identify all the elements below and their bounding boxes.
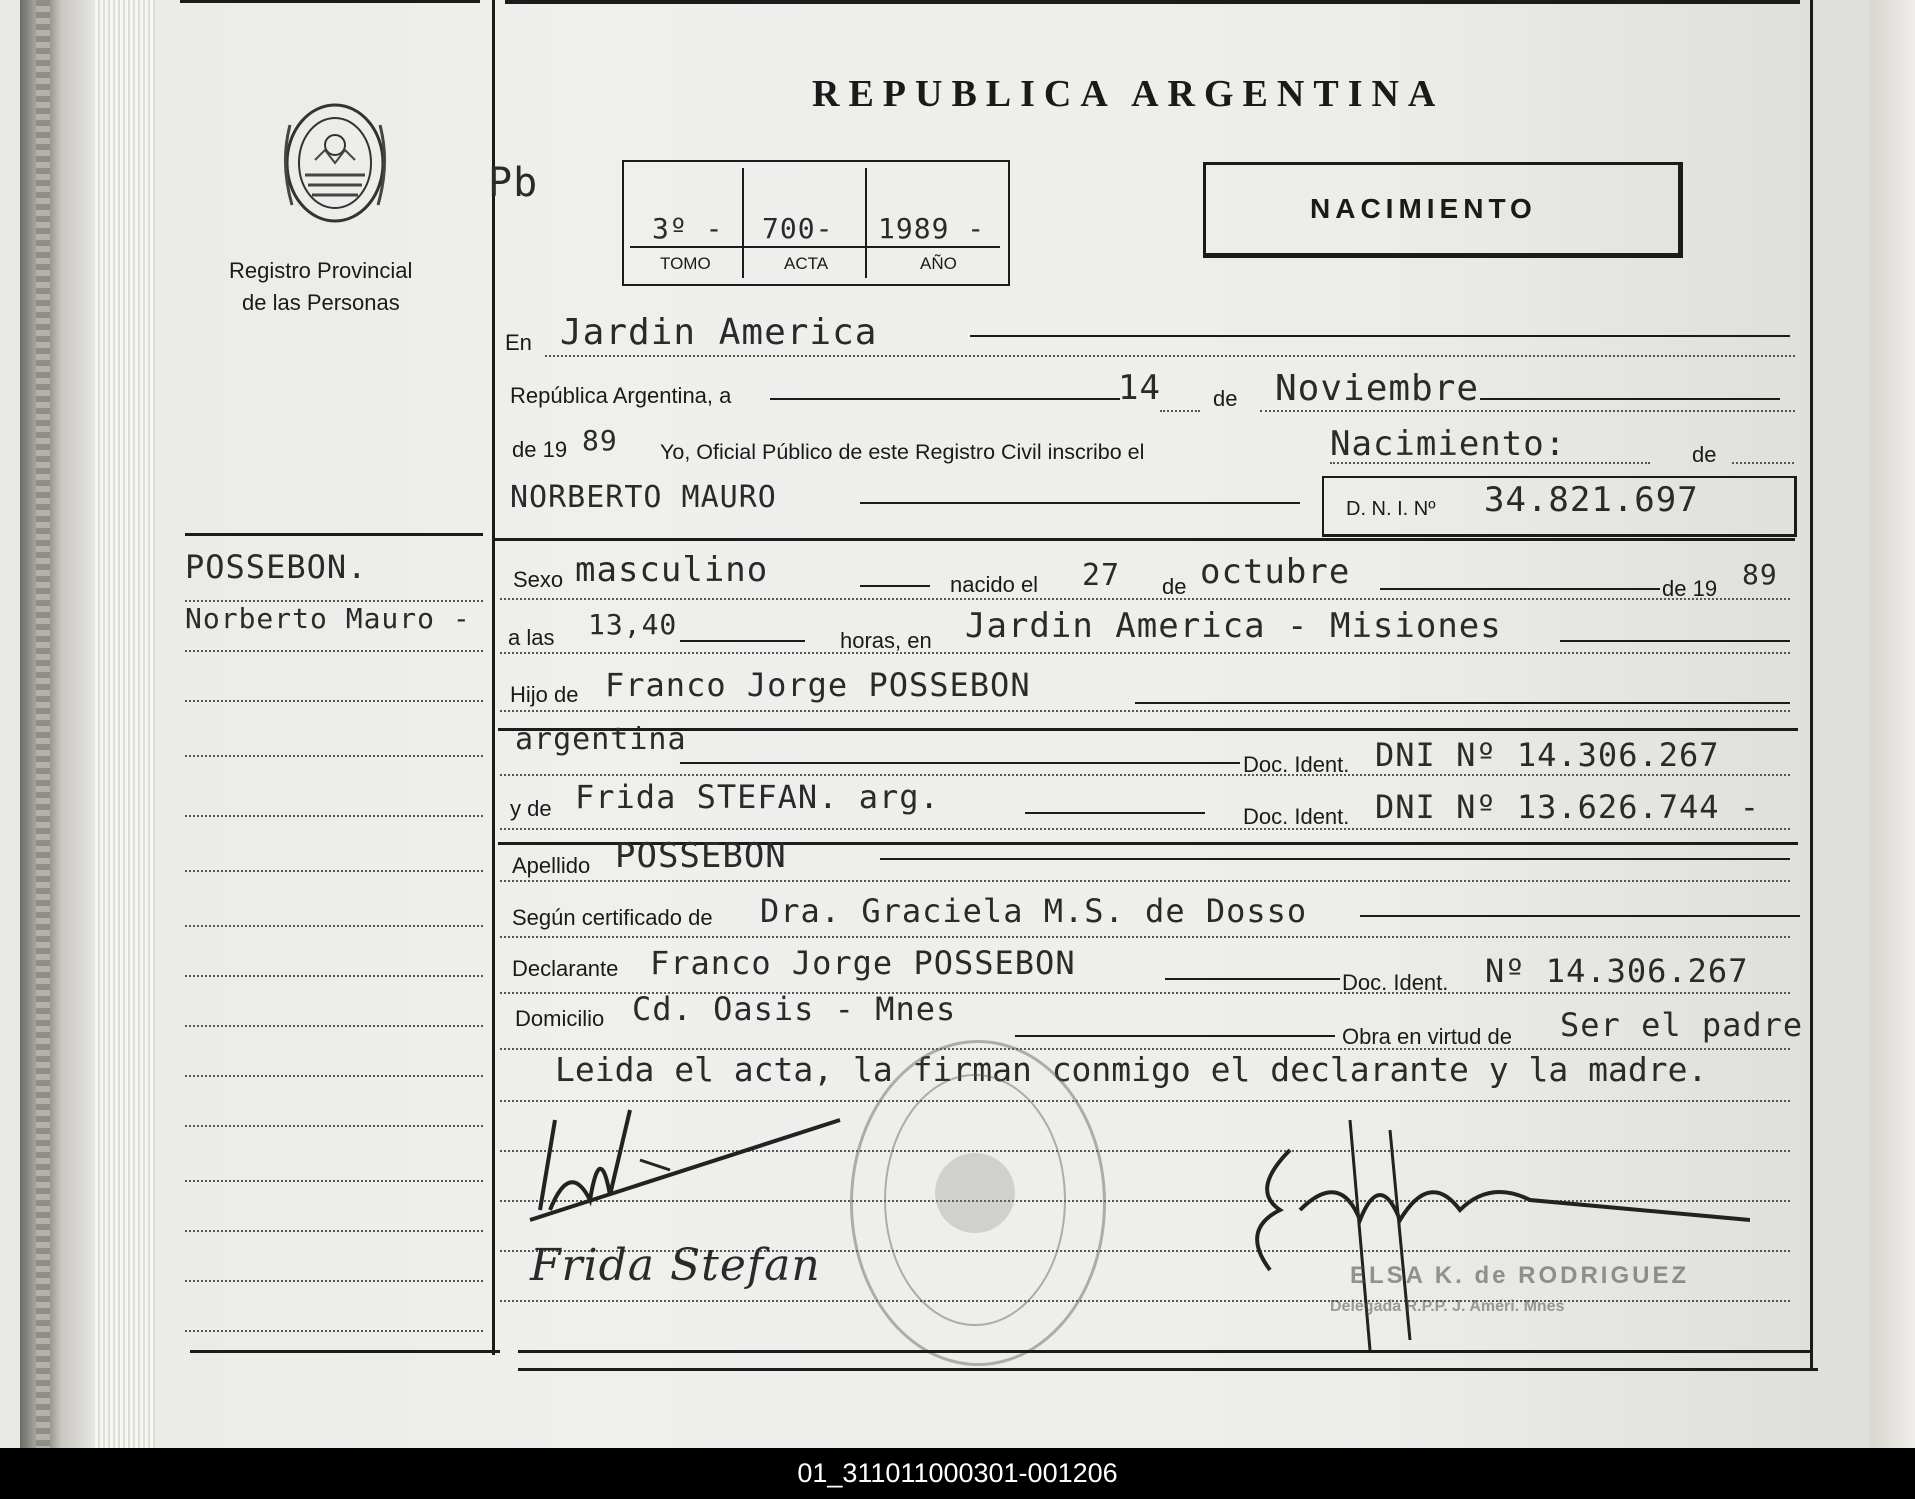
father-nationality: argentina: [515, 722, 687, 757]
year-value: 89: [582, 424, 618, 457]
right-page-edge: [1870, 0, 1915, 1448]
child-name: NORBERTO MAURO: [510, 480, 777, 515]
bottom-rule: [518, 1350, 1810, 1353]
act-type-box: [1203, 162, 1683, 258]
round-stamp: [850, 1040, 1106, 1366]
day-value: 14: [1118, 368, 1161, 408]
mother-doc: DNI Nº 13.626.744 -: [1375, 788, 1761, 826]
acta-label: ACTA: [784, 254, 829, 273]
dni-label: D. N. I. Nº: [1346, 498, 1436, 520]
province-seal: [270, 95, 400, 230]
de3-label: de: [1162, 574, 1187, 599]
en-value: Jardin America: [560, 312, 878, 353]
hour-value: 13,40: [588, 608, 678, 641]
record-box: [622, 160, 1010, 286]
declarante-value: Franco Jorge POSSEBON: [650, 944, 1076, 982]
officer-stamp-line1: ELSA K. de RODRIGUEZ: [1350, 1262, 1690, 1289]
doc-ident-label-2: Doc. Ident.: [1243, 804, 1350, 829]
de-19-label: de 19: [1662, 576, 1718, 601]
republica-label: República Argentina, a: [510, 383, 732, 408]
left-column-divider: [185, 533, 483, 536]
inscribo-value: Nacimiento:: [1330, 424, 1567, 464]
anio-value: 1989 -: [878, 212, 986, 245]
birth-place: Jardin America - Misiones: [965, 606, 1502, 646]
book-binding: [20, 0, 95, 1448]
margin-surname: POSSEBON.: [185, 548, 368, 586]
hijo-label: Hijo de: [510, 682, 579, 707]
document-title: REPUBLICA ARGENTINA: [812, 73, 1445, 115]
page-edges: [95, 0, 155, 1448]
father-name: Franco Jorge POSSEBON: [605, 666, 1031, 704]
registry-name-line1: Registro Provincial: [229, 258, 413, 283]
right-border: [1810, 0, 1813, 1370]
declarant-signature-mark: [520, 1100, 850, 1240]
nacido-label: nacido el: [950, 572, 1039, 597]
month-value: Noviembre: [1275, 368, 1480, 409]
mother-name: Frida STEFAN. arg.: [575, 778, 940, 816]
dni-value: 34.821.697: [1484, 480, 1699, 520]
image-caption: 01_311011000301-001206: [0, 1448, 1915, 1499]
doc-ident-label: Doc. Ident.: [1243, 752, 1350, 777]
act-type-label: NACIMIENTO: [1310, 193, 1537, 224]
mother-signature: Frida Stefan: [530, 1240, 821, 1291]
domicilio-label: Domicilio: [515, 1006, 605, 1031]
apellido-value: POSSEBON: [615, 836, 787, 876]
top-rule: [505, 0, 1800, 4]
birth-year: 89: [1742, 558, 1778, 591]
year-prefix-label: de 19: [512, 437, 568, 462]
de2-label: de: [1692, 442, 1717, 467]
tomo-label: TOMO: [660, 254, 711, 273]
tomo-value: 3º -: [652, 212, 724, 245]
en-label: En: [505, 330, 532, 355]
top-rule-left: [180, 0, 480, 3]
round-stamp-text: [863, 1343, 1100, 1349]
segun-label: Según certificado de: [512, 905, 713, 930]
y-de-label: y de: [510, 796, 552, 821]
dni-box: [1322, 476, 1797, 537]
declarante-label: Declarante: [512, 956, 619, 981]
doc-ident-label-3: Doc. Ident.: [1342, 970, 1449, 995]
margin-names: Norberto Mauro -: [185, 602, 471, 635]
domicilio-value: Cd. Oasis - Mnes: [632, 990, 957, 1028]
registry-name-line2: de las Personas: [242, 290, 400, 315]
sexo-label: Sexo: [513, 567, 564, 592]
initials-mark: Pb: [488, 160, 539, 206]
birth-day: 27: [1082, 558, 1121, 593]
statement-label: Yo, Oficial Público de este Registro Civil inscribo el: [660, 440, 1145, 464]
horas-label: horas, en: [840, 628, 932, 653]
anio-label: AÑO: [920, 254, 957, 273]
segun-value: Dra. Graciela M.S. de Dosso: [760, 892, 1308, 930]
left-bottom-rule: [190, 1350, 500, 1353]
sexo-value: masculino: [575, 550, 769, 590]
closing-line: Leida el acta, la firman conmigo el declarante y la madre.: [555, 1050, 1708, 1089]
de-label: de: [1213, 386, 1238, 411]
bottom-rule-2: [518, 1368, 1818, 1371]
apellido-label: Apellido: [512, 853, 591, 878]
a-las-label: a las: [508, 625, 555, 650]
obra-value: Ser el padre: [1560, 1006, 1804, 1044]
declarante-doc: Nº 14.306.267: [1485, 952, 1749, 990]
officer-signature-mark: [1230, 1110, 1750, 1360]
section-rule: [495, 538, 1795, 541]
acta-value: 700-: [762, 212, 834, 245]
officer-stamp-line2: Delegada R.P.P. J. Améri. Mnes: [1330, 1298, 1565, 1315]
obra-label: Obra en virtud de: [1342, 1024, 1512, 1049]
father-doc: DNI Nº 14.306.267: [1375, 736, 1720, 774]
birth-month: octubre: [1200, 552, 1351, 592]
